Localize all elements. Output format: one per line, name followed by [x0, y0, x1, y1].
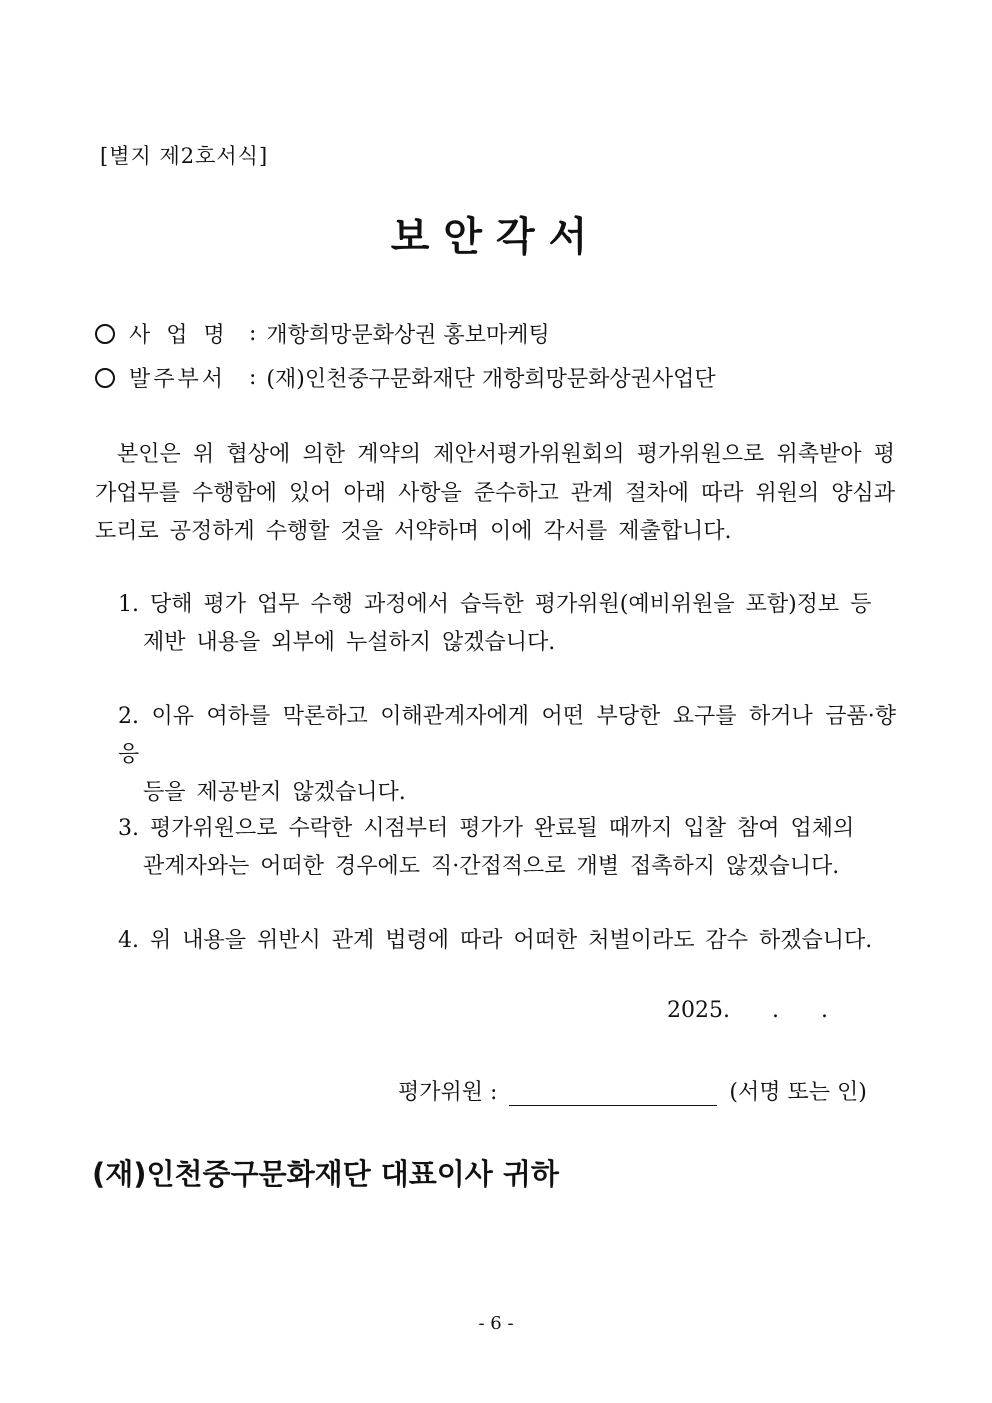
pledge-item-text: 4. 위 내용을 위반시 관계 법령에 따라 어떠한 처벌이라도 감수 하겠습니다.	[118, 928, 873, 953]
circle-bullet-icon	[95, 324, 115, 344]
pledge-item-continuation: 관계자와는 어떠한 경우에도 직·간접적으로 개별 접촉하지 않겠습니다.	[143, 854, 840, 879]
colon: :	[249, 321, 257, 346]
signature-field[interactable]	[509, 1075, 717, 1106]
department-value: (재)인천중구문화재단 개항희망문화상권사업단	[266, 367, 716, 392]
signature-line	[398, 1075, 867, 1106]
date-line	[667, 998, 828, 1023]
date-day-dot: .	[820, 998, 828, 1023]
form-label: [별지 제2호서식]	[100, 144, 269, 168]
department-info-row	[95, 362, 716, 393]
pledge-item-continuation: 등을 제공받지 않겠습니다.	[143, 780, 406, 805]
signature-label: 평가위원 :	[398, 1080, 498, 1105]
pledge-item-text: 3. 평가위원으로 수락한 시점부터 평가가 완료될 때까지 입찰 참여 업체의	[118, 816, 855, 841]
page-number: - 6 -	[478, 1313, 514, 1334]
pledge-item	[118, 922, 896, 960]
pledge-item-text: 2. 이유 여하를 막론하고 이해관계자에게 어떤 부당한 요구를 하거나 금품·향응	[118, 704, 896, 767]
project-label: 사업명	[129, 323, 241, 348]
pledge-item	[118, 810, 896, 886]
pledge-item	[118, 698, 896, 812]
recipient: (재)인천중구문화재단 대표이사 귀하	[92, 1157, 559, 1191]
pledge-item	[118, 586, 896, 662]
date-year: 2025.	[667, 998, 730, 1023]
pledge-item-text: 1. 당해 평가 업무 수행 과정에서 습득한 평가위원(예비위원을 포함)정보 등	[118, 592, 872, 617]
project-value: 개항희망문화상권 홍보마케팅	[266, 323, 550, 348]
document-title: 보안각서	[390, 214, 602, 260]
signature-suffix: (서명 또는 인)	[729, 1080, 867, 1105]
pledge-item-continuation: 제반 내용을 외부에 누설하지 않겠습니다.	[143, 630, 556, 655]
project-info-row	[95, 318, 550, 349]
date-month-dot: .	[771, 998, 779, 1023]
colon: :	[249, 365, 257, 390]
pledge-paragraph: 본인은 위 협상에 의한 계약의 제안서평가위원회의 평가위원으로 위촉받아 평가업무를 수행함에 있어 아래 사항을 준수하고 관계 절차에 따라 위원의 양심과 도리로 공정하게 수행할 것을 서약하며 이에 각서를 제출합니다.	[95, 442, 895, 544]
department-label: 발주부서	[129, 367, 227, 392]
circle-bullet-icon	[95, 368, 115, 388]
